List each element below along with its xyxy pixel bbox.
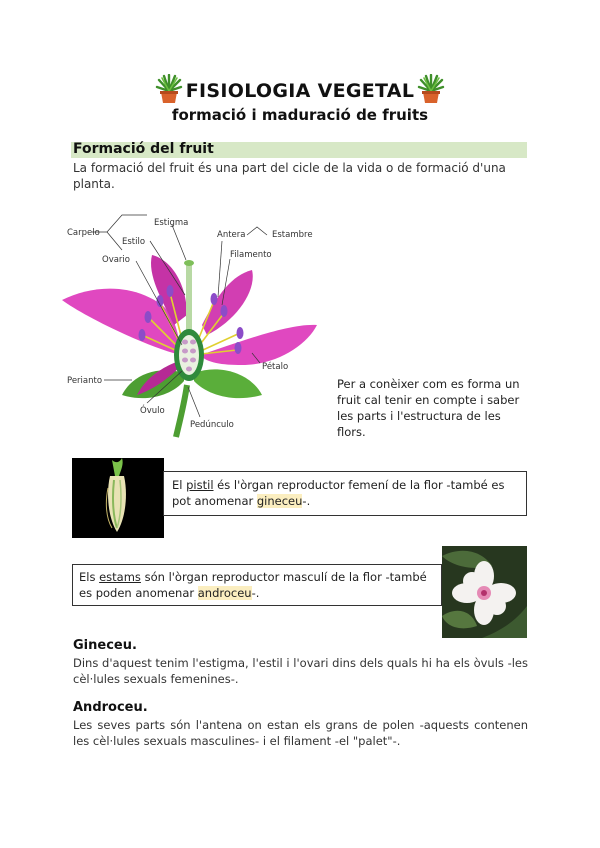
androceu-term: androceu (197, 586, 252, 600)
pistil-term: pistil (186, 478, 214, 492)
title-text: FISIOLOGIA VEGETAL (185, 80, 415, 102)
page-subtitle: formació i maduració de fruits (171, 106, 429, 124)
intro-paragraph: La formació del fruit és una part del cicle de la vida o de formació d'una planta. (73, 161, 506, 191)
anther (139, 329, 146, 341)
label-petalo: Pétalo (262, 362, 289, 372)
androceu-heading: Androceu. (73, 700, 148, 715)
anther (237, 327, 244, 339)
label-perianto: Perianto (67, 376, 103, 386)
stem (176, 385, 187, 437)
text: -. (302, 494, 311, 508)
text: són l'òrgan reproductor masculí de la flor -també es poden anomenar (79, 570, 427, 600)
style (186, 265, 192, 335)
label-ovario: Ovario (102, 255, 130, 265)
text: -. (251, 586, 260, 600)
stigma (184, 260, 194, 266)
stamen-flower-photo (442, 546, 527, 638)
potted-plant-icon (417, 74, 445, 104)
text: és l'òrgan reproductor femení de la flor -també es pot anomenar (172, 478, 505, 508)
petal (202, 270, 253, 335)
label-estilo: Estilo (122, 237, 146, 247)
anther (145, 311, 152, 323)
text: El (172, 478, 187, 492)
side-paragraph: Per a conèixer com es forma un fruit cal tenir en compte i saber les parts i l'estructura de les flors. (337, 377, 520, 439)
page-title (0, 74, 600, 104)
stamen-definition-box (72, 564, 442, 606)
label-filamento: Filamento (230, 250, 272, 260)
flower-diagram (62, 205, 332, 440)
section-title: Formació del fruit (73, 141, 214, 157)
leaf (194, 369, 262, 398)
gineceu-heading: Gineceu. (73, 638, 137, 653)
label-pedunculo: Pedúnculo (190, 420, 234, 430)
label-antera: Antera (217, 230, 246, 240)
androceu-paragraph: Les seves parts són l'antena on estan els grans de polen -aquests contenen les cèl·lules sexuals masculines- i el filament -el "palet"-. (73, 718, 528, 748)
text: Els (79, 570, 100, 584)
anther (221, 305, 228, 317)
label-ovulo: Óvulo (140, 406, 165, 416)
petal (200, 325, 317, 365)
pistil-photo (72, 458, 164, 538)
potted-plant-icon (155, 74, 183, 104)
anther (211, 293, 218, 305)
estams-term: estams (99, 570, 141, 584)
anther (167, 285, 174, 297)
label-estambre: Estambre (272, 230, 313, 240)
label-carpelo: Carpelo (67, 228, 100, 238)
pistil-definition-box (163, 471, 527, 516)
gineceu-term: gineceu (256, 494, 303, 508)
label-estigma: Estigma (154, 218, 189, 228)
anther (235, 342, 242, 354)
gineceu-paragraph: Dins d'aquest tenim l'estigma, l'estil i l'ovari dins dels quals hi ha els òvuls -les cèl·lules sexuals femenines-. (73, 656, 528, 686)
